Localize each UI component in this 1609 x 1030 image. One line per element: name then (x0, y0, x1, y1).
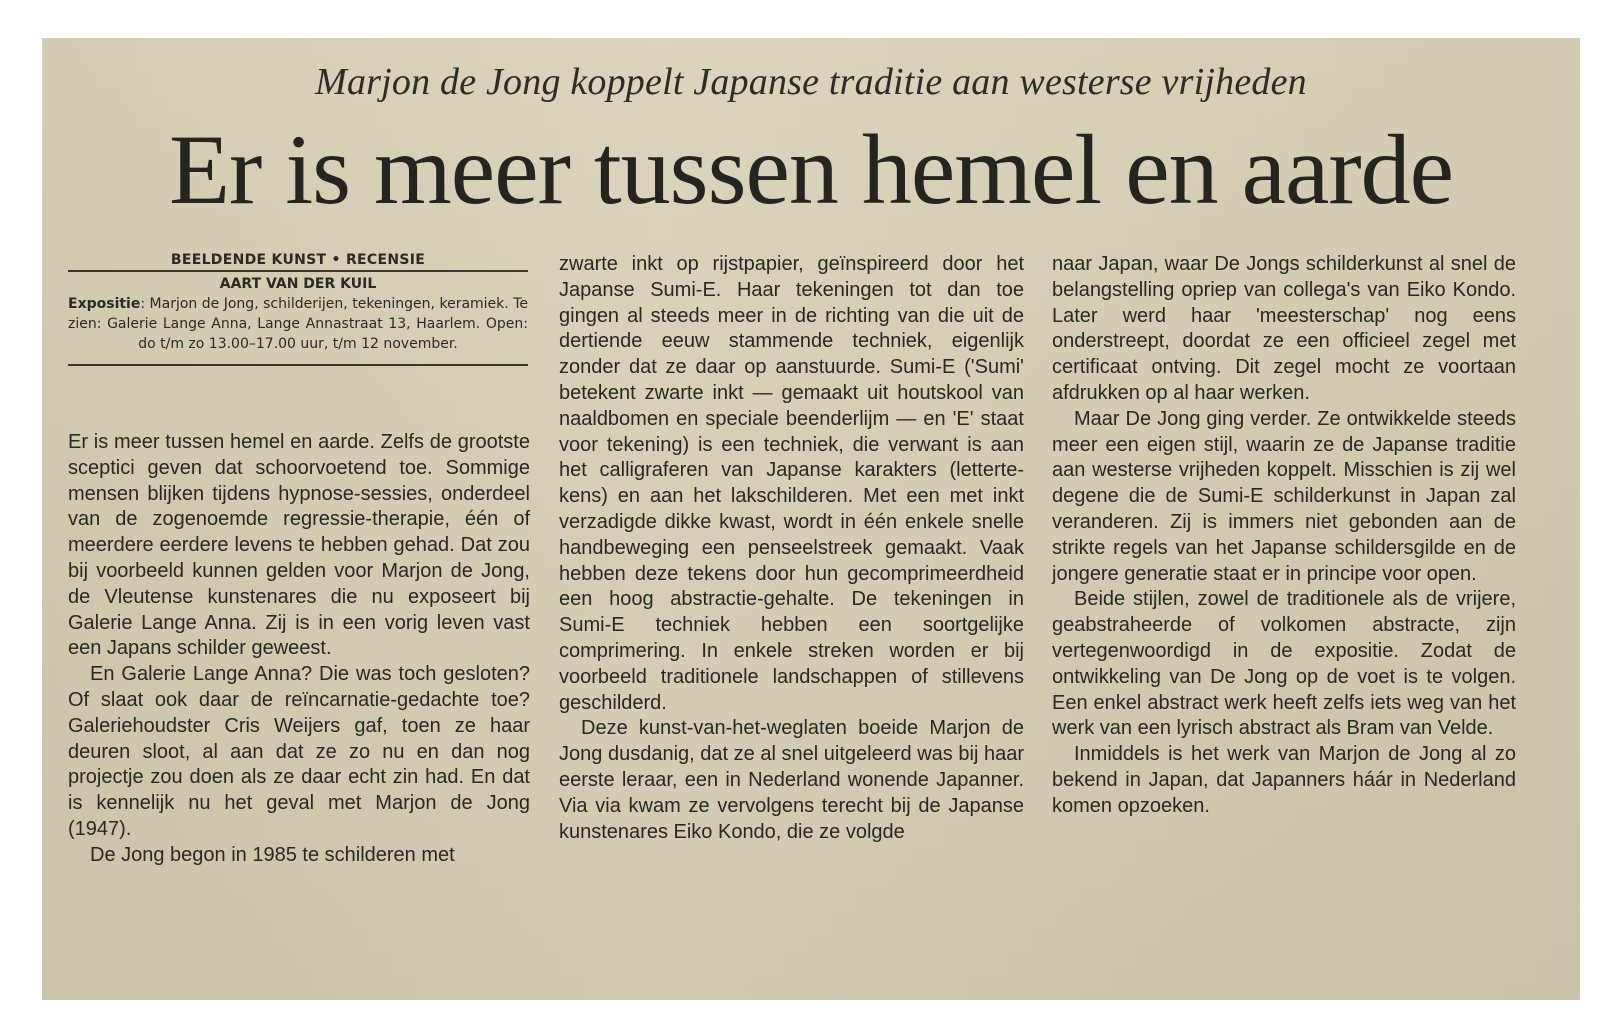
article-column-3 (1052, 252, 1516, 820)
exhibition-info-label: Expositie (68, 296, 141, 312)
section-rubric: BEELDENDE KUNST • RECENSIE (68, 252, 528, 272)
paragraph: De Jong begon in 1985 te schilderen met (90, 843, 455, 866)
paragraph: Beide stijlen, zowel de traditionele als de vrijere, geabstraheerde of volkomen abstracte, zijn vertegenwoordigd in de expositie. Zodat de ontwikkeling van De Jong op de voet is te volgen. Een enkel abstract werk heeft zelfs iets weg van het werk van een lyrisch abstract als Bram van Velde. (1052, 588, 1516, 740)
article-column-1 (68, 430, 530, 869)
exhibition-info-text: : Marjon de Jong, schilderijen, tekeningen, keramiek. Te zien: Galerie Lange Anna, Lange Annastraat 13, Haarlem. Open: do t/m zo 13.00–17.00 uur, t/m 12 november. (68, 296, 528, 352)
article-headline: Er is meer tussen hemel en aarde (168, 114, 1454, 225)
article-column-2 (559, 252, 1024, 845)
exhibition-info (68, 294, 528, 366)
paragraph: Deze kunst-van-het-weglaten boeide Marjon de Jong dusdanig, dat ze al snel uitgeleerd was bij haar eerste leraar, een in Nederland wonende Japanner. Via via kwam ze vervolgens terecht bij de Japanse kunstenares Eiko Kondo, die ze volgde (559, 717, 1024, 843)
review-info-box (68, 252, 528, 366)
paragraph: naar Japan, waar De Jongs schilderkunst al snel de belangstelling opriep van collega's van Eiko Kondo. Later werd haar 'meesterschap' nog eens onderstreept, doordat ze een officieel zegel met certificaat ontving. Dit zegel mocht ze voortaan afdrukken op al haar werken. (1052, 253, 1516, 404)
paragraph: Er is meer tussen hemel en aarde. Zelfs de grootste sceptici geven dat schoorvoetend toe. Sommige mensen blijken tijdens hypnose-sessies, onderdeel van de zogenoemde regressie-therapie, één of meerdere eerdere levens te hebben gehad. Dat zou bij voorbeeld kunnen gelden voor Marjon de Jong, de Vleutense kunstenares die nu exposeert bij Galerie Lange Anna. Zij is in een vorig leven vast een Japans schilder geweest. (68, 431, 530, 660)
paragraph: Maar De Jong ging verder. Ze ontwikkelde steeds meer een eigen stijl, waarin ze de Japanse traditie aan westerse vrijheden koppelt. Misschien is zij wel degene die de Sumi-E schilderkunst in Japan zal veranderen. Zij is immers niet gebonden aan de strikte regels van het Japanse schildersgilde en de jongere generatie staat er in principe voor open. (1052, 407, 1516, 585)
newspaper-clipping (42, 38, 1580, 1000)
paragraph: Inmiddels is het werk van Marjon de Jong al zo bekend in Japan, dat Japanners háár in Nederland komen opzoeken. (1052, 743, 1516, 817)
paragraph: En Galerie Lange Anna? Die was toch gesloten? Of slaat ook daar de reïncarnatie-gedachte toe? Galeriehoudster Cris Weijers gaf, toen ze haar deuren sloot, al aan dat ze zo nu en dan nog projectje zou doen als ze daar echt zin had. En dat is kennelijk nu het geval met Marjon de Jong (1947). (68, 663, 530, 840)
article-kicker: Marjon de Jong koppelt Japanse traditie aan westerse vrijheden (315, 61, 1307, 103)
paragraph: zwarte inkt op rijstpapier, geïnspireerd door het Japanse Sumi-E. Haar tekeningen tot dan toe gingen al steeds meer in de richting van die uit de dertiende eeuw stammende techniek, eigenlijk zonder dat ze daar op aanstuurde. Sumi-E ('Sumi' betekent zwarte inkt — gemaakt uit houtskool van naaldbomen en speciale beenderlijm — en 'E' staat voor tekening) is een techniek, die verwant is aan het calligraferen van Japanse karakters (lettertekens) en aan het lakschilderen. Met een met inkt verzadigde dikke kwast, wordt in één enkele snelle handbeweging een penseelstreek gemaakt. Vaak hebben deze tekens door hun gecomprimeerdheid een hoog abstractie-gehalte. De tekeningen in Sumi-E techniek hebben een soortgelijke comprimering. In enkele streken worden er bij voorbeeld traditionele landschappen of stillevens geschilderd. (559, 253, 1024, 714)
author-byline: AART VAN DER KUIL (219, 276, 377, 292)
